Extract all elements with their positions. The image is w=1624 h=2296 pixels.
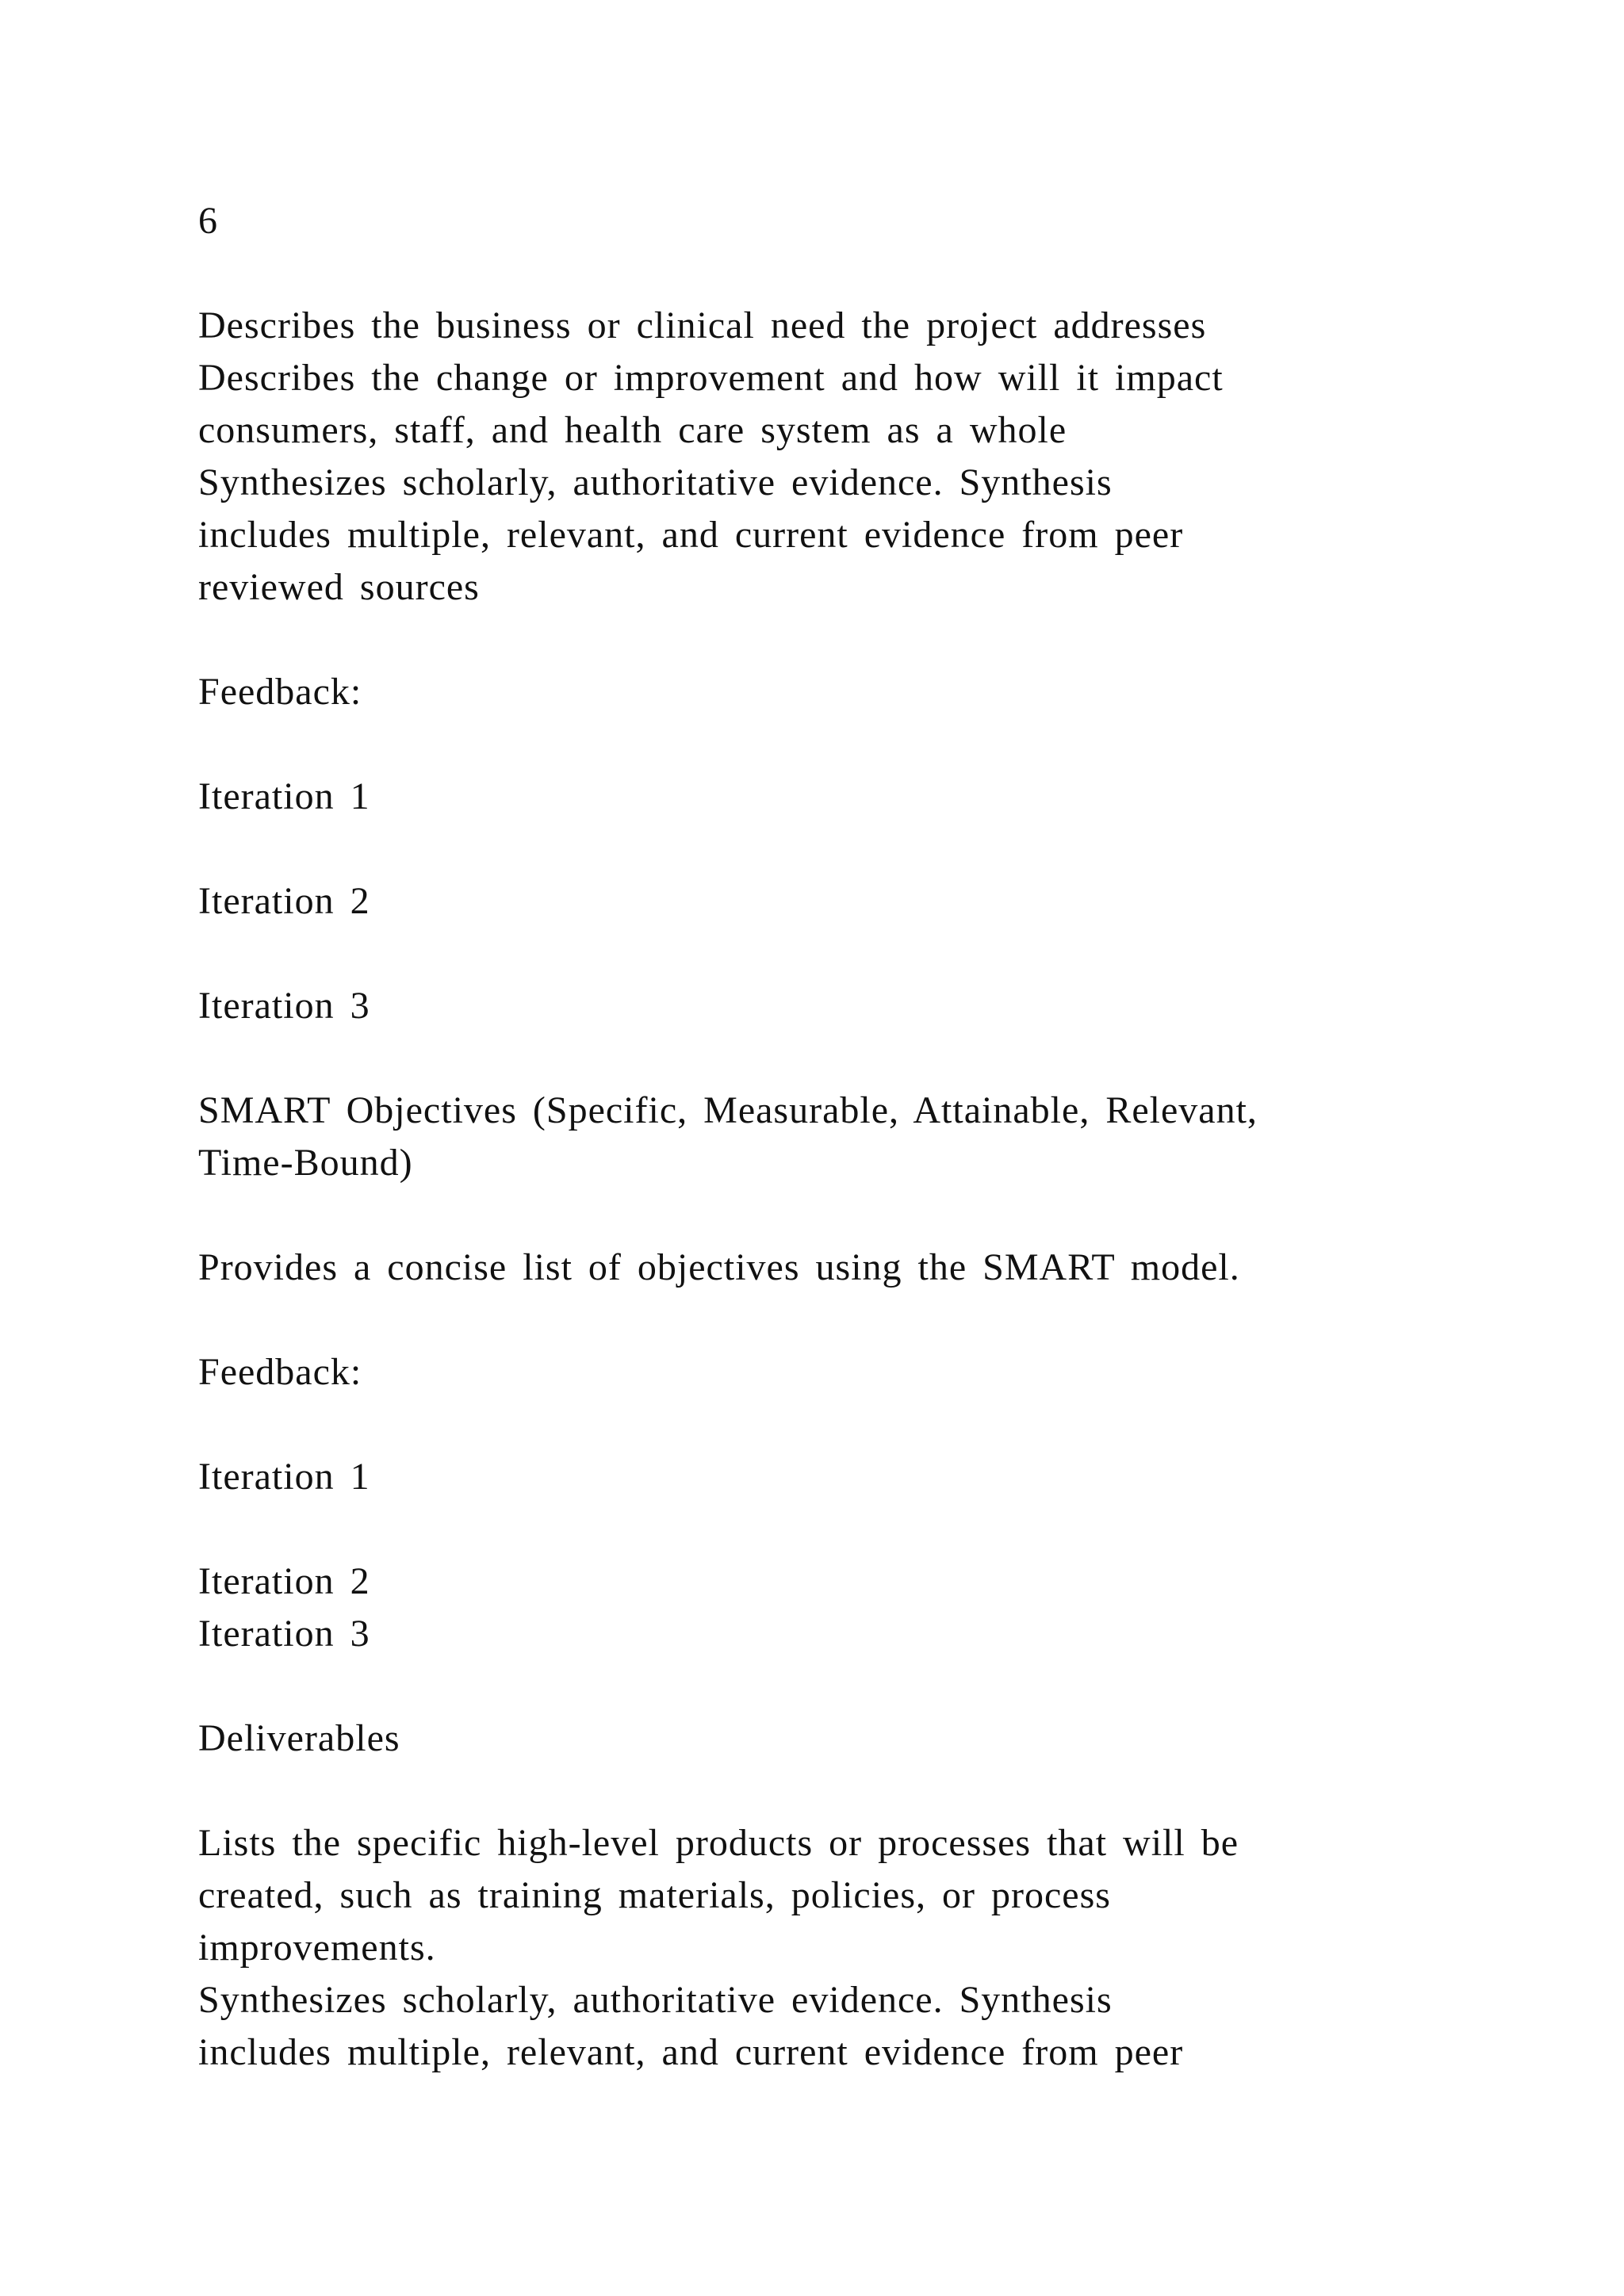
iteration-label: Iteration 2 <box>198 1560 370 1602</box>
smart-objectives-description: Provides a concise list of objectives using the SMART model. <box>198 1246 1240 1288</box>
iteration-label: Iteration 3 <box>198 985 370 1027</box>
deliverables-line: created, such as training materials, policies, or process <box>198 1874 1111 1916</box>
smart-objectives-heading: SMART Objectives (Specific, Measurable, Attainable, Relevant, <box>198 1089 1258 1131</box>
section-one-line: consumers, staff, and health care system as a whole <box>198 409 1067 451</box>
iteration-label: Iteration 1 <box>198 775 370 817</box>
section-one-line: includes multiple, relevant, and current evidence from peer <box>198 514 1184 556</box>
smart-objectives-heading: Time-Bound) <box>198 1142 413 1184</box>
section-one-line: reviewed sources <box>198 566 480 608</box>
deliverables-line: improvements. <box>198 1927 436 1969</box>
iteration-label: Iteration 3 <box>198 1613 370 1655</box>
section-one-line: Synthesizes scholarly, authoritative evidence. Synthesis <box>198 461 1113 503</box>
feedback-label: Feedback: <box>198 1351 362 1393</box>
feedback-label: Feedback: <box>198 671 362 713</box>
iteration-label: Iteration 1 <box>198 1456 370 1498</box>
deliverables-line: Lists the specific high-level products or processes that will be <box>198 1822 1239 1864</box>
section-one-line: Describes the business or clinical need the project addresses <box>198 304 1207 346</box>
iteration-label: Iteration 2 <box>198 880 370 922</box>
deliverables-heading: Deliverables <box>198 1717 400 1759</box>
section-one-line: Describes the change or improvement and how will it impact <box>198 357 1224 399</box>
deliverables-line: Synthesizes scholarly, authoritative evidence. Synthesis <box>198 1979 1113 2021</box>
page-number: 6 <box>198 200 218 242</box>
deliverables-line: includes multiple, relevant, and current evidence from peer <box>198 2031 1184 2073</box>
